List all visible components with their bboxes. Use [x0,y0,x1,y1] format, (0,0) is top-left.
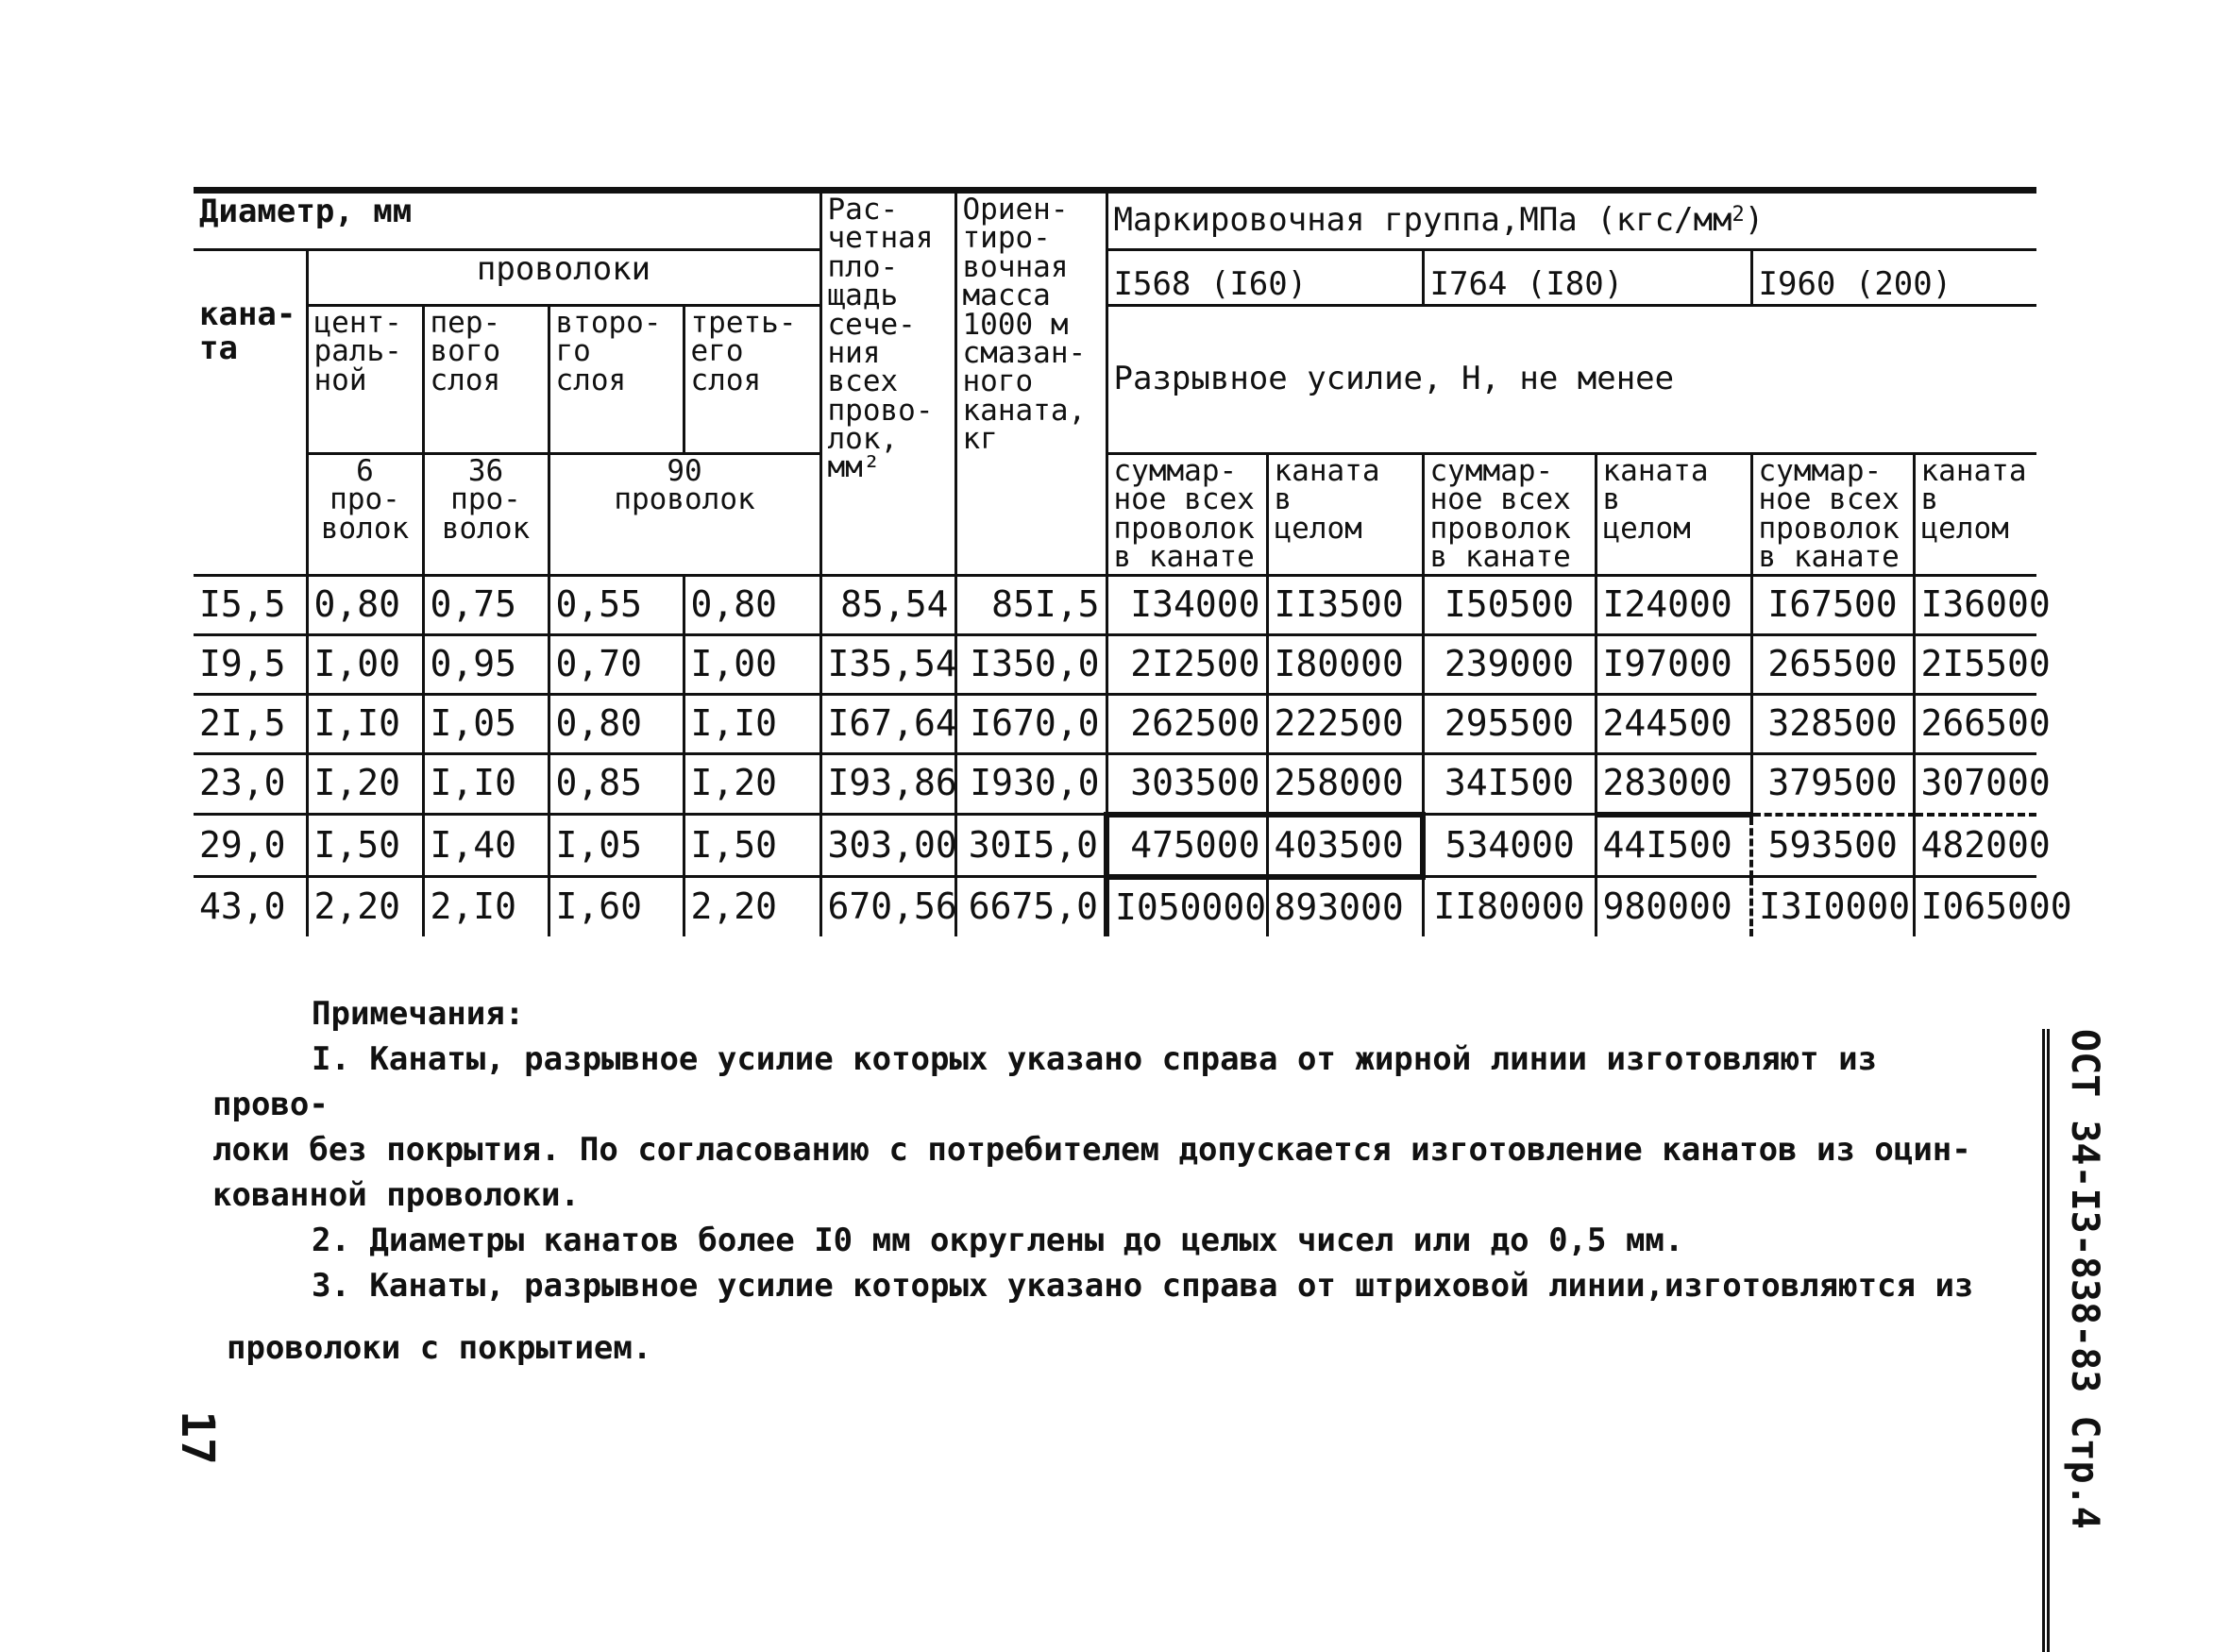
header-count-36: 36 про- волок [423,454,549,576]
cell: 239000 [1423,634,1596,694]
cell: I36000 [1914,575,2036,634]
header-sum-all-1: суммар- ное всех проволок в канате [1107,454,1267,576]
header-rope-whole-1: каната в целом [1267,454,1423,576]
cell: I,05 [423,694,549,753]
header-mass: Ориен- тиро- вочная масса 1000 м смазан- ного каната, кг [955,191,1107,576]
header-grade-1: I568 (I60) [1107,250,1423,306]
cell: I,00 [307,634,423,694]
header-first-layer: пер- вого слоя [423,306,549,454]
cell: 85I,5 [955,575,1107,634]
cell: 29,0 [194,815,307,877]
cell: I,40 [423,815,549,877]
cell: 265500 [1751,634,1914,694]
table-row [194,877,2036,936]
cell: 980000 [1596,877,1751,936]
cell: 2,20 [684,877,820,936]
cell: I065000 [1914,877,2036,936]
cell: 2I,5 [194,694,307,753]
cell: I24000 [1596,575,1751,634]
header-grade-3: I960 (200) [1751,250,2036,306]
cell: 295500 [1423,694,1596,753]
grade-close: ) [1744,201,1765,240]
cell: I35,54 [820,634,955,694]
cell: I,50 [307,815,423,877]
cell: 44I500 [1596,815,1751,877]
cell: I,50 [684,815,820,877]
cell: 475000 [1107,815,1267,877]
cell: I67,64 [820,694,955,753]
header-breaking-force: Разрывное усилие, Н, не менее [1107,306,2036,454]
cell: 534000 [1423,815,1596,877]
cell: 670,56 [820,877,955,936]
cell: I97000 [1596,634,1751,694]
note-1b: локи без покрытия. По согласованию с потребителем допускается изготовление канатов из оцин- [212,1131,1971,1169]
cell: I93,86 [820,753,955,815]
header-count-90: 90 проволок [549,454,820,576]
cell: I,20 [307,753,423,815]
cell: II3500 [1267,575,1423,634]
cell: 0,70 [549,634,684,694]
cell: I,00 [684,634,820,694]
cell: I670,0 [955,694,1107,753]
header-diameter [194,191,820,250]
cell: 6675,0 [955,877,1107,936]
cell: I930,0 [955,753,1107,815]
cell: 303,00 [820,815,955,877]
cell: 85,54 [820,575,955,634]
cell: I,I0 [307,694,423,753]
cell: I34000 [1107,575,1267,634]
cell: 244500 [1596,694,1751,753]
cell: 266500 [1914,694,2036,753]
cell: 2I5500 [1914,634,2036,694]
cell: 258000 [1267,753,1423,815]
cell: 0,80 [307,575,423,634]
header-second-layer: второ- го слоя [549,306,684,454]
header-diameter-text: Диаметр, мм [199,193,413,230]
cell: 2I2500 [1107,634,1267,694]
cell: 0,80 [549,694,684,753]
header-count-6: 6 про- волок [307,454,423,576]
header-rope: кана- та [194,250,307,576]
cell: 262500 [1107,694,1267,753]
cell: I80000 [1267,634,1423,694]
cell: 0,55 [549,575,684,634]
table-row [194,634,2036,694]
cell: 379500 [1751,753,1914,815]
cell: 30I5,0 [955,815,1107,877]
header-rope-whole-2: каната в целом [1596,454,1751,576]
notes-section [212,991,2006,1371]
cell: I,20 [684,753,820,815]
grade-sup: 2 [1732,203,1745,228]
cell: 2,20 [307,877,423,936]
note-3b: проволоки с покрытием. [227,1329,652,1367]
table-row [194,575,2036,634]
cell: 0,75 [423,575,549,634]
cell: 34I500 [1423,753,1596,815]
cell: 893000 [1267,877,1423,936]
table-row [194,753,2036,815]
cell: I50500 [1423,575,1596,634]
table-row [194,694,2036,753]
cell: I,05 [549,815,684,877]
header-sum-all-3: суммар- ное всех проволок в канате [1751,454,1914,576]
grade-group-text: Маркировочная группа,МПа (кгс/мм [1113,201,1732,240]
cell: 593500 [1751,815,1914,877]
cell: 283000 [1596,753,1751,815]
cell: 43,0 [194,877,307,936]
cell: 2,I0 [423,877,549,936]
cell: 303500 [1107,753,1267,815]
header-area: Рас- четная пло- щадь сече- ния всех прово- лок, мм² [820,191,955,576]
cell: I5,5 [194,575,307,634]
note-1c: кованной проволоки. [212,1176,580,1214]
cell: I,60 [549,877,684,936]
stamp-border [2042,1029,2045,1652]
cell: 23,0 [194,753,307,815]
cell: 0,85 [549,753,684,815]
header-grade-2: I764 (I80) [1423,250,1751,306]
cell: I9,5 [194,634,307,694]
cell: 307000 [1914,753,2036,815]
page-number: 17 [170,1410,224,1465]
rope-spec-table [194,187,2072,936]
note-1a: I. Канаты, разрывное усилие которых указано справа от жирной линии изготовляют из прово- [212,1040,1878,1123]
cell: I3I0000 [1751,877,1914,936]
cell: I,I0 [684,694,820,753]
cell: I67500 [1751,575,1914,634]
cell: 0,95 [423,634,549,694]
cell: I350,0 [955,634,1107,694]
header-central: цент- раль- ной [307,306,423,454]
notes-title: Примечания: [312,995,525,1033]
header-sum-all-2: суммар- ное всех проволок в канате [1423,454,1596,576]
header-grade-group [1107,191,2036,250]
cell: II80000 [1423,877,1596,936]
cell: 328500 [1751,694,1914,753]
note-2: 2. Диаметры канатов более I0 мм округлены до целых чисел или до 0,5 мм. [312,1222,1684,1259]
table-row [194,815,2036,877]
cell: I,I0 [423,753,549,815]
document-code-stamp: ОСТ 34-I3-838-83 Стр.4 [2047,1029,2106,1652]
cell: 222500 [1267,694,1423,753]
header-third-layer: треть- его слоя [684,306,820,454]
cell: 0,80 [684,575,820,634]
cell: I050000 [1107,877,1267,936]
header-wires: проволоки [307,250,820,306]
cell: 403500 [1267,815,1423,877]
cell: 482000 [1914,815,2036,877]
note-3a: 3. Канаты, разрывное усилие которых указано справа от штриховой линии,изготовляются из [312,1267,1974,1305]
header-rope-whole-3: каната в целом [1914,454,2036,576]
